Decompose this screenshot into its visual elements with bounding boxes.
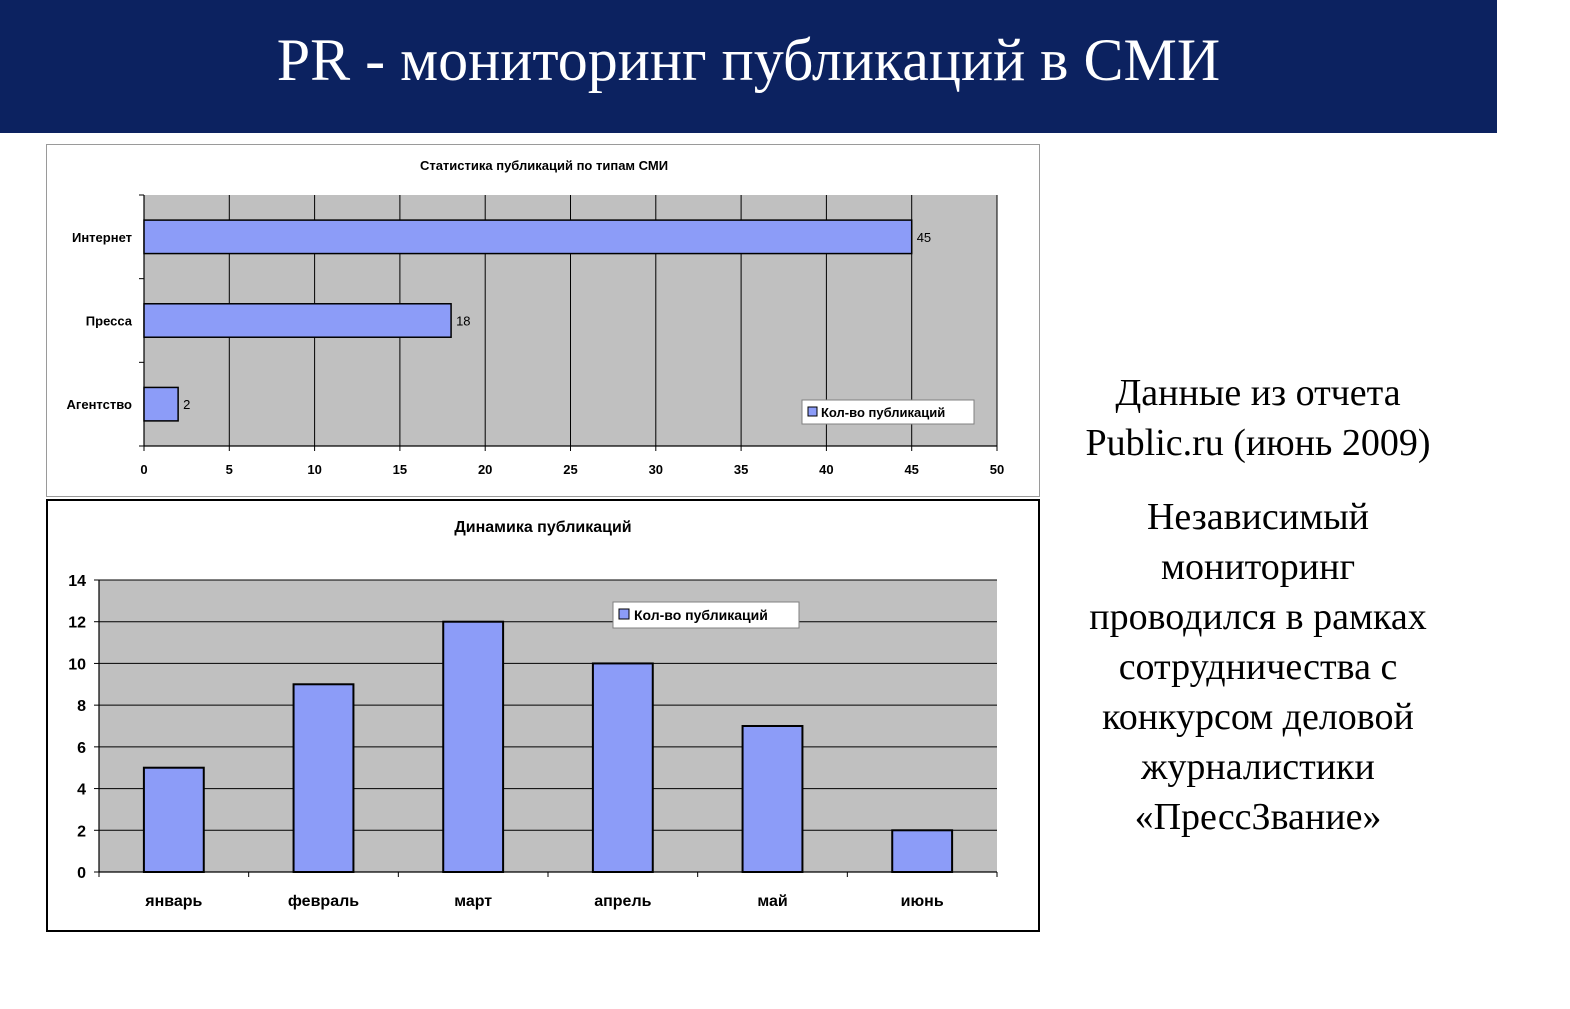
x-tick-label: 15: [392, 462, 408, 477]
note-line: журналистики: [1141, 746, 1375, 788]
x-tick-label: 0: [140, 462, 148, 477]
source-line: Данные из отчета: [1115, 372, 1401, 414]
note-line: конкурсом деловой: [1102, 696, 1414, 738]
x-tick-label: 20: [477, 462, 493, 477]
data-label: 18: [456, 313, 471, 329]
bar: [144, 387, 178, 420]
bar: [144, 220, 912, 253]
x-tick-label: 50: [989, 462, 1005, 477]
y-tick-label: 0: [77, 865, 86, 882]
y-tick-label: 8: [77, 698, 86, 716]
page-title: PR - мониторинг публикаций в СМИ: [276, 27, 1221, 93]
bar: [144, 768, 204, 872]
y-tick-label: 2: [77, 823, 86, 841]
report-source-text: [1048, 368, 1468, 468]
y-category-label: Пресса: [85, 313, 132, 329]
y-tick-label: 6: [77, 739, 86, 757]
y-category-label: Интернет: [71, 229, 132, 245]
note-line: мониторинг: [1160, 546, 1356, 588]
legend-label: Кол-во публикаций: [634, 607, 768, 623]
x-tick-label: 40: [819, 462, 834, 477]
monitoring-note-text: [1048, 492, 1468, 842]
data-label: 2: [183, 397, 191, 413]
x-category-label: январь: [145, 893, 203, 910]
x-tick-label: 30: [648, 462, 664, 477]
note-line: «ПрессЗвание»: [1134, 796, 1382, 838]
x-tick-label: 25: [563, 462, 578, 477]
data-label: 45: [916, 229, 932, 245]
bar: [892, 830, 952, 872]
x-category-label: июнь: [900, 893, 944, 910]
title-banner: [0, 0, 1497, 133]
x-tick-label: 5: [225, 462, 233, 477]
y-category-label: Агентство: [66, 397, 132, 413]
legend-swatch: [808, 407, 817, 416]
y-tick-label: 14: [68, 573, 86, 590]
publications-dynamics-chart: [46, 499, 1040, 932]
plot-area: [99, 580, 997, 872]
x-category-label: май: [757, 893, 788, 910]
source-line: Public.ru (июнь 2009): [1085, 422, 1431, 464]
x-tick-label: 45: [904, 462, 919, 477]
bar: [144, 304, 451, 337]
bar: [443, 622, 503, 872]
chart-title: Динамика публикаций: [454, 519, 632, 536]
bar: [743, 726, 803, 872]
x-tick-label: 35: [733, 462, 749, 477]
media-type-chart-svg: [47, 145, 1041, 498]
note-line: проводился в рамках: [1089, 596, 1427, 638]
chart-title: Статистика публикаций по типам СМИ: [419, 158, 669, 173]
publications-dynamics-chart-svg: [48, 501, 1038, 930]
note-line: Независимый: [1146, 496, 1370, 538]
x-tick-label: 10: [307, 462, 322, 477]
note-line: сотрудничества с: [1118, 646, 1398, 688]
y-tick-label: 4: [77, 781, 86, 799]
y-tick-label: 12: [68, 614, 86, 632]
x-category-label: февраль: [287, 893, 360, 910]
legend-swatch: [619, 609, 629, 619]
y-tick-label: 10: [68, 656, 86, 674]
x-category-label: апрель: [594, 893, 652, 910]
media-type-chart: [46, 144, 1040, 497]
legend-label: Кол-во публикаций: [821, 405, 946, 420]
bar: [294, 684, 354, 872]
x-category-label: март: [454, 893, 493, 910]
bar: [593, 663, 653, 872]
